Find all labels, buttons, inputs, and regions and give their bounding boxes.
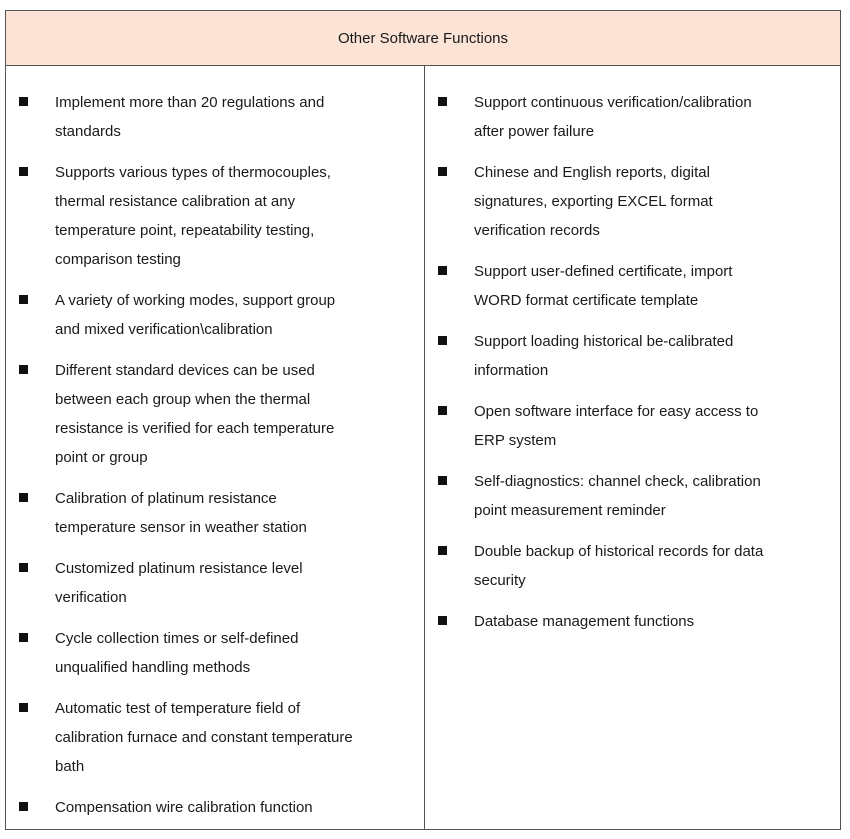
square-bullet-icon	[19, 484, 55, 542]
list-item	[19, 624, 414, 682]
list-item-text: Support loading historical be-calibrated information	[474, 333, 734, 379]
square-bullet-icon	[19, 286, 55, 344]
list-item-text: Open software interface for easy access to ERP system	[474, 403, 759, 449]
square-bullet-icon	[438, 607, 474, 636]
square-bullet-icon	[19, 88, 55, 146]
list-item	[438, 607, 830, 636]
list-item-text: Chinese and English reports, digital signatures, exporting EXCEL format verification records	[474, 164, 713, 239]
functions-table	[5, 10, 841, 830]
list-item	[438, 158, 830, 245]
table-header	[6, 11, 840, 66]
list-item	[19, 694, 414, 781]
left-feature-list	[19, 88, 414, 822]
list-item-text: Supports various types of thermocouples, thermal resistance calibration at any temperature point, repeatability testing, comparison testing	[55, 164, 331, 268]
square-bullet-icon	[438, 537, 474, 595]
list-item	[19, 158, 414, 274]
list-item	[19, 88, 414, 146]
square-bullet-icon	[19, 624, 55, 682]
list-item	[438, 537, 830, 595]
square-bullet-icon	[19, 793, 55, 822]
list-item	[438, 397, 830, 455]
list-item	[438, 257, 830, 315]
list-item	[19, 356, 414, 472]
list-item-text: Cycle collection times or self-defined unqualified handling methods	[55, 630, 299, 676]
square-bullet-icon	[438, 467, 474, 525]
list-item-text: Automatic test of temperature field of calibration furnace and constant temperature bath	[55, 700, 353, 775]
list-item-text: Implement more than 20 regulations and standards	[55, 94, 325, 140]
square-bullet-icon	[19, 356, 55, 472]
list-item-text: A variety of working modes, support group and mixed verification\calibration	[55, 292, 336, 338]
square-bullet-icon	[19, 694, 55, 781]
square-bullet-icon	[438, 327, 474, 385]
square-bullet-icon	[19, 554, 55, 612]
table-body	[6, 66, 840, 830]
square-bullet-icon	[438, 88, 474, 146]
list-item	[19, 793, 414, 822]
list-item	[438, 467, 830, 525]
right-feature-list	[438, 88, 830, 636]
list-item	[19, 286, 414, 344]
list-item	[438, 88, 830, 146]
list-item-text: Calibration of platinum resistance temperature sensor in weather station	[55, 490, 307, 536]
list-item-text: Double backup of historical records for data security	[474, 543, 764, 589]
list-item-text: Support user-defined certificate, import WORD format certificate template	[474, 263, 733, 309]
square-bullet-icon	[438, 257, 474, 315]
square-bullet-icon	[19, 158, 55, 274]
right-column	[425, 66, 840, 830]
square-bullet-icon	[438, 397, 474, 455]
table-title: Other Software Functions	[337, 29, 509, 47]
square-bullet-icon	[438, 158, 474, 245]
list-item-text: Self-diagnostics: channel check, calibration point measurement reminder	[474, 473, 761, 519]
left-column	[6, 66, 425, 830]
list-item-text: Compensation wire calibration function	[55, 799, 313, 816]
list-item-text: Customized platinum resistance level verification	[55, 560, 303, 606]
list-item	[19, 554, 414, 612]
list-item-text: Different standard devices can be used between each group when the thermal resistance is verified for each temperature point or group	[55, 362, 335, 466]
list-item-text: Support continuous verification/calibration after power failure	[474, 94, 752, 140]
list-item-text: Database management functions	[474, 613, 695, 630]
list-item	[438, 327, 830, 385]
list-item	[19, 484, 414, 542]
